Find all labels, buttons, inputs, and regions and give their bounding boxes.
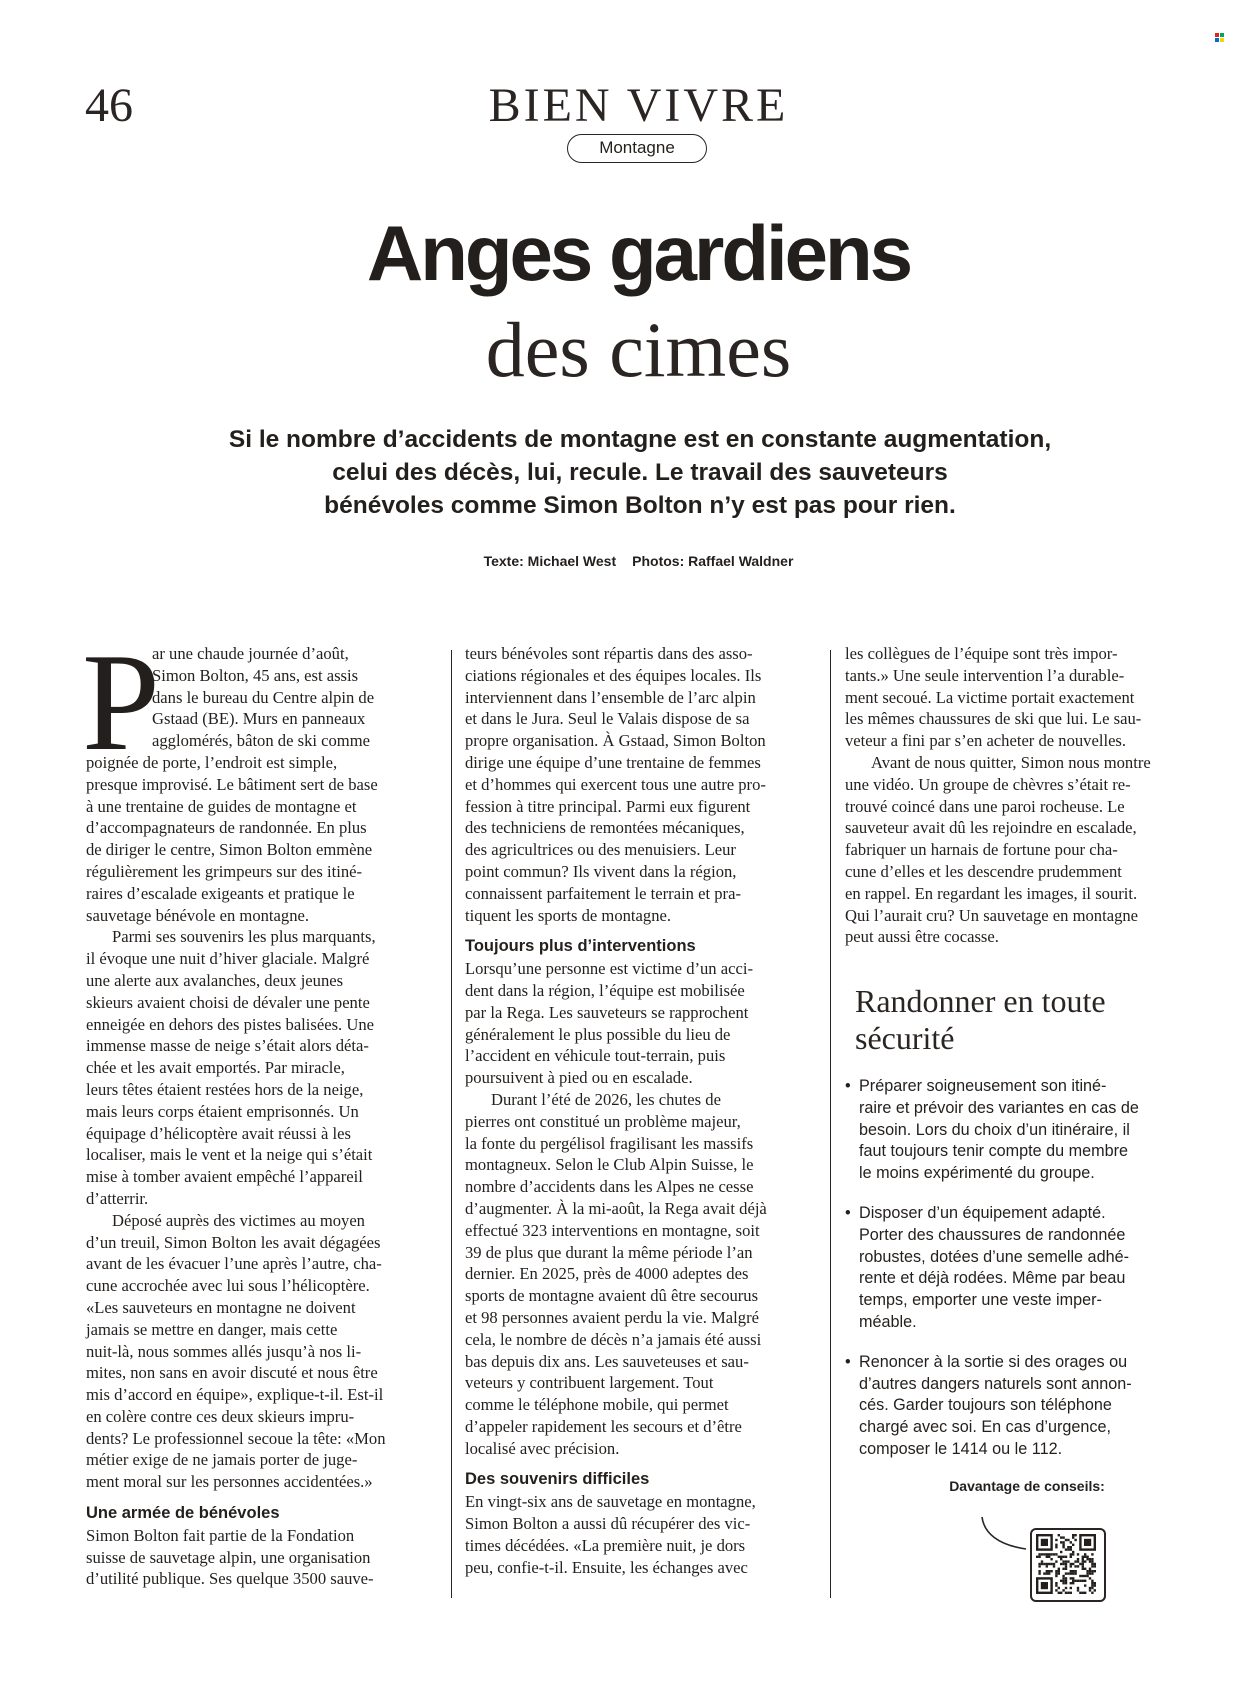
text-line: en rappel. En regardant les images, il sourit. (845, 883, 1138, 903)
qr-pattern (1032, 1530, 1104, 1600)
text-line: poignée de porte, l’endroit est simple, (86, 752, 338, 772)
text-line: équipage d’hélicoptère avait réussi à les (86, 1123, 351, 1143)
tip-line: temps, emporter une veste imper- (859, 1291, 1102, 1310)
paragraph-spacer (465, 926, 817, 936)
text-line: nombre d’accidents dans les Alpes ne cesse (465, 1177, 754, 1197)
tip-line: robustes, dotées d’une semelle adhé- (859, 1247, 1129, 1266)
text-line: cune d’elles et les descendre prudemment (845, 861, 1122, 881)
paragraph-spacer (465, 1459, 817, 1469)
tip-line: cés. Garder toujours son téléphone (859, 1396, 1112, 1415)
text-line: des agricultrices ou des menuisiers. Leur (465, 840, 736, 860)
safety-tip (845, 1076, 1225, 1185)
text-line: sauveteur avait dû les rejoindre en escalade, (845, 818, 1137, 838)
article-lead (160, 423, 1120, 522)
tip-line: Renoncer à la sortie si des orages ou (859, 1352, 1128, 1371)
text-line: par la Rega. Les sauveteurs se rapprochent (465, 1002, 749, 1022)
text-line: raires d’escalade exigeants et pratique le (86, 883, 355, 903)
text-line: trouvé coincé dans une paroi rocheuse. Le (845, 796, 1125, 816)
text-line: «Les sauveteurs en montagne ne doivent (86, 1297, 356, 1317)
text-line: les mêmes chaussures de ski que lui. Le sau- (845, 709, 1142, 729)
article-column-2 (465, 643, 817, 1578)
text-line: sports de montagne avaient dû être secourus (465, 1286, 759, 1306)
text-line: connaissent parfaitement le terrain et pra- (465, 883, 741, 903)
text-line: peut aussi être cocasse. (845, 927, 999, 947)
text-line: times décédées. «La première nuit, je dors (465, 1535, 746, 1555)
lead-line: Si le nombre d’accidents de montagne est en constante augmentation, (228, 426, 1052, 453)
text-line: teurs bénévoles sont répartis dans des asso- (465, 644, 753, 663)
text-line: et dans le Jura. Seul le Valais dispose de sa (465, 709, 750, 729)
text-line: à une trentaine de guides de montagne et (86, 796, 357, 816)
tip-line: raire et prévoir des variantes en cas de (859, 1098, 1139, 1117)
text-line: il évoque une nuit d’hiver glaciale. Malgré (86, 949, 370, 969)
text-line: localisé avec précision. (465, 1438, 620, 1458)
sidebar-title-line: sécurité (855, 1020, 955, 1056)
bullet-icon: • (845, 1203, 851, 1222)
category-badge: Montagne (567, 134, 707, 163)
article-title: Anges gardiens (366, 209, 911, 297)
subheading: Des souvenirs difficiles (465, 1470, 650, 1489)
text-line: d’atterrir. (86, 1188, 149, 1208)
text-line: Simon Bolton a aussi dû récupérer des vic- (465, 1514, 751, 1534)
safety-tip (845, 1352, 1225, 1461)
text-line: veteurs y contribuent largement. Tout (465, 1373, 714, 1393)
text-line: tiquent les sports de montagne. (465, 905, 672, 925)
text-line: la fonte du pergélisol fragilisant les massifs (465, 1133, 754, 1153)
text-line: dernier. En 2025, près de 4000 adeptes des (465, 1264, 749, 1284)
text-line: Simon Bolton fait partie de la Fondation (86, 1525, 355, 1545)
text-line: d’un treuil, Simon Bolton les avait dégagées (86, 1232, 381, 1252)
article-credits (0, 553, 1250, 569)
text-line: et d’hommes qui exercent tous une autre pro- (465, 774, 766, 794)
text-line: l’accident en véhicule tout-terrain, puis (465, 1046, 726, 1066)
text-line: généralement le plus possible du lieu de (465, 1024, 731, 1044)
text-line: comme le téléphone mobile, qui permet (465, 1395, 729, 1415)
text-line: Qui l’aurait cru? Un sauvetage en montagne (845, 905, 1139, 925)
text-line: sauvetage bénévole en montagne. (86, 905, 310, 925)
text-line: propre organisation. À Gstaad, Simon Bolton (465, 731, 766, 751)
tip-line: d’autres dangers naturels sont annon- (859, 1374, 1132, 1393)
text-line: mis d’accord en équipe», explique-t-il. Est-il (86, 1385, 384, 1405)
text-line: fession à titre principal. Parmi eux figurent (465, 796, 751, 816)
safety-tip (845, 1203, 1225, 1334)
text-line: veteur a fini par s’en acheter de nouvelles. (845, 731, 1127, 751)
color-registration-mark-icon (1215, 33, 1224, 42)
text-line: Parmi ses souvenirs les plus marquants, (112, 927, 376, 947)
text-line: bas depuis dix ans. Les sauveteuses et sau- (465, 1351, 749, 1371)
column-divider (451, 650, 452, 1598)
curved-arrow-icon (980, 1515, 1030, 1555)
tip-line: chargé avec soi. En cas d’urgence, (859, 1418, 1111, 1437)
text-line: nuit-là, nous sommes allés jusqu’à nos li- (86, 1341, 362, 1361)
text-line: ar une chaude journée d’août, (152, 644, 349, 663)
text-line: pierres ont constitué un problème majeur, (465, 1111, 741, 1131)
text-line: fabriquer un harnais de fortune pour cha- (845, 840, 1118, 860)
sidebar-title (855, 983, 1106, 1057)
drop-cap: P (82, 625, 160, 780)
text-line: d’appeler rapidement les secours et d’être (465, 1416, 742, 1436)
sidebar-title-line: Randonner en toute (855, 983, 1106, 1019)
text-line: tants.» Une seule intervention l’a durable- (845, 665, 1125, 685)
page-number: 46 (85, 79, 133, 132)
text-line: effectué 323 interventions en montagne, soit (465, 1220, 760, 1240)
text-line: enneigée en dehors des pistes balisées. Une (86, 1014, 374, 1034)
more-tips-label: Davantage de conseils: (949, 1478, 1105, 1494)
text-line: cela, le nombre de décès n’a jamais été aussi (465, 1329, 762, 1349)
text-line: Simon Bolton, 45 ans, est assis (152, 665, 359, 685)
text-line: dans le bureau du Centre alpin de (152, 687, 375, 707)
text-line: mise à tomber avaient empêché l’appareil (86, 1167, 363, 1187)
text-line: dirige une équipe d’une trentaine de femmes (465, 752, 761, 772)
text-line: presque improvisé. Le bâtiment sert de base (86, 774, 378, 794)
text-line: régulièrement les grimpeurs sur des itiné- (86, 861, 363, 881)
lead-line: celui des décès, lui, recule. Le travail des sauveteurs (332, 459, 948, 486)
text-line: une vidéo. Un groupe de chèvres s’était re- (845, 774, 1131, 794)
tip-line: Disposer d’un équipement adapté. (859, 1203, 1106, 1222)
text-line: ment moral sur les personnes accidentées.» (86, 1472, 373, 1492)
text-line: de diriger le centre, Simon Bolton emmène (86, 840, 373, 860)
column-divider (830, 650, 831, 1598)
text-line: des techniciens de remontées mécaniques, (465, 818, 745, 838)
text-line: poursuivent à pied ou en escalade. (465, 1068, 693, 1088)
text-line: Lorsqu’une personne est victime d’un acci- (465, 959, 753, 979)
text-line: en colère contre ces deux skieurs impru- (86, 1406, 355, 1426)
text-line: dents? Le professionnel secoue la tête: «Mon (86, 1428, 386, 1448)
text-line: Avant de nous quitter, Simon nous montre (871, 752, 1151, 772)
article-column-3 (845, 643, 1207, 948)
tip-line: Préparer soigneusement son itiné- (859, 1077, 1107, 1095)
safety-tips-list (845, 1076, 1225, 1479)
text-line: montagneux. Selon le Club Alpin Suisse, le (465, 1155, 754, 1175)
text-line: 39 de plus que durant la même période l’an (465, 1242, 753, 1262)
lead-line: bénévoles comme Simon Bolton n’y est pas pour rien. (324, 492, 956, 519)
article-title-second-line: des cimes (485, 306, 792, 393)
photo-credit: Photos: Raffael Waldner (632, 553, 794, 569)
bullet-icon: • (845, 1352, 851, 1371)
tip-line: rente et déjà rodées. Même par beau (859, 1269, 1126, 1288)
text-line: dent dans la région, l’équipe est mobilisée (465, 980, 745, 1000)
text-line: mites, non sans en avoir discuté et nous être (86, 1363, 378, 1383)
qr-code-icon[interactable] (1030, 1528, 1106, 1602)
text-line: point commun? Ils vivent dans la région, (465, 861, 737, 881)
text-line: Durant l’été de 2026, les chutes de (491, 1089, 721, 1109)
text-line: jamais se mettre en danger, mais cette (86, 1319, 338, 1339)
text-line: d’augmenter. À la mi-août, la Rega avait déjà (465, 1198, 767, 1218)
text-line: leurs têtes étaient restées hors de la neige, (86, 1079, 364, 1099)
tip-line: faut toujours tenir compte du membre (859, 1142, 1129, 1161)
text-line: et 98 personnes avaient perdu la vie. Malgré (465, 1307, 759, 1327)
text-line: chée et les avait emportés. Par miracle, (86, 1058, 345, 1078)
text-line: En vingt-six ans de sauvetage en montagne, (465, 1492, 756, 1512)
text-line: interviennent dans l’ensemble de l’arc alpin (465, 687, 756, 707)
text-line: les collègues de l’équipe sont très impor- (845, 644, 1118, 663)
text-line: skieurs avaient choisi de dévaler une pente (86, 992, 370, 1012)
text-line: Gstaad (BE). Murs en panneaux (152, 709, 366, 729)
text-line: peu, confie-t-il. Ensuite, les échanges avec (465, 1557, 748, 1577)
text-line: une alerte aux avalanches, deux jeunes (86, 970, 344, 990)
text-line: agglomérés, bâton de ski comme (152, 731, 370, 751)
text-line: avant de les évacuer l’une après l’autre, cha- (86, 1254, 382, 1274)
text-line: immense masse de neige s’était alors déta- (86, 1036, 369, 1056)
bullet-icon: • (845, 1077, 851, 1095)
tip-line: composer le 1414 ou le 112. (859, 1439, 1063, 1458)
subheading: Toujours plus d’interventions (465, 937, 696, 956)
article-column-1 (86, 643, 430, 1590)
text-line: cune accrochée avec lui sous l’hélicoptère. (86, 1276, 370, 1296)
text-line: ciations régionales et des équipes locales. Ils (465, 665, 762, 685)
text-line: ment secoué. La victime portait exactement (845, 687, 1135, 707)
text-credit: Texte: Michael West (483, 553, 617, 569)
tip-line: besoin. Lors du choix d’un itinéraire, il (859, 1120, 1130, 1139)
tip-line: méable. (859, 1312, 917, 1331)
text-line: Déposé auprès des victimes au moyen (112, 1210, 365, 1230)
text-line: localiser, mais le vent et la neige qui s’était (86, 1145, 373, 1165)
paragraph-spacer (86, 1493, 430, 1503)
section-title: BIEN VIVRE (488, 79, 789, 132)
tip-line: Porter des chaussures de randonnée (859, 1225, 1126, 1244)
subheading: Une armée de bénévoles (86, 1504, 280, 1523)
text-line: suisse de sauvetage alpin, une organisation (86, 1547, 371, 1567)
text-line: d’utilité publique. Ses quelque 3500 sauve- (86, 1569, 374, 1589)
text-line: mais leurs corps étaient emprisonnés. Un (86, 1101, 359, 1121)
tip-line: le moins expérimenté du groupe. (859, 1164, 1095, 1183)
text-line: d’accompagnateurs de randonnée. En plus (86, 818, 367, 838)
text-line: métier exige de ne jamais porter de juge- (86, 1450, 358, 1470)
